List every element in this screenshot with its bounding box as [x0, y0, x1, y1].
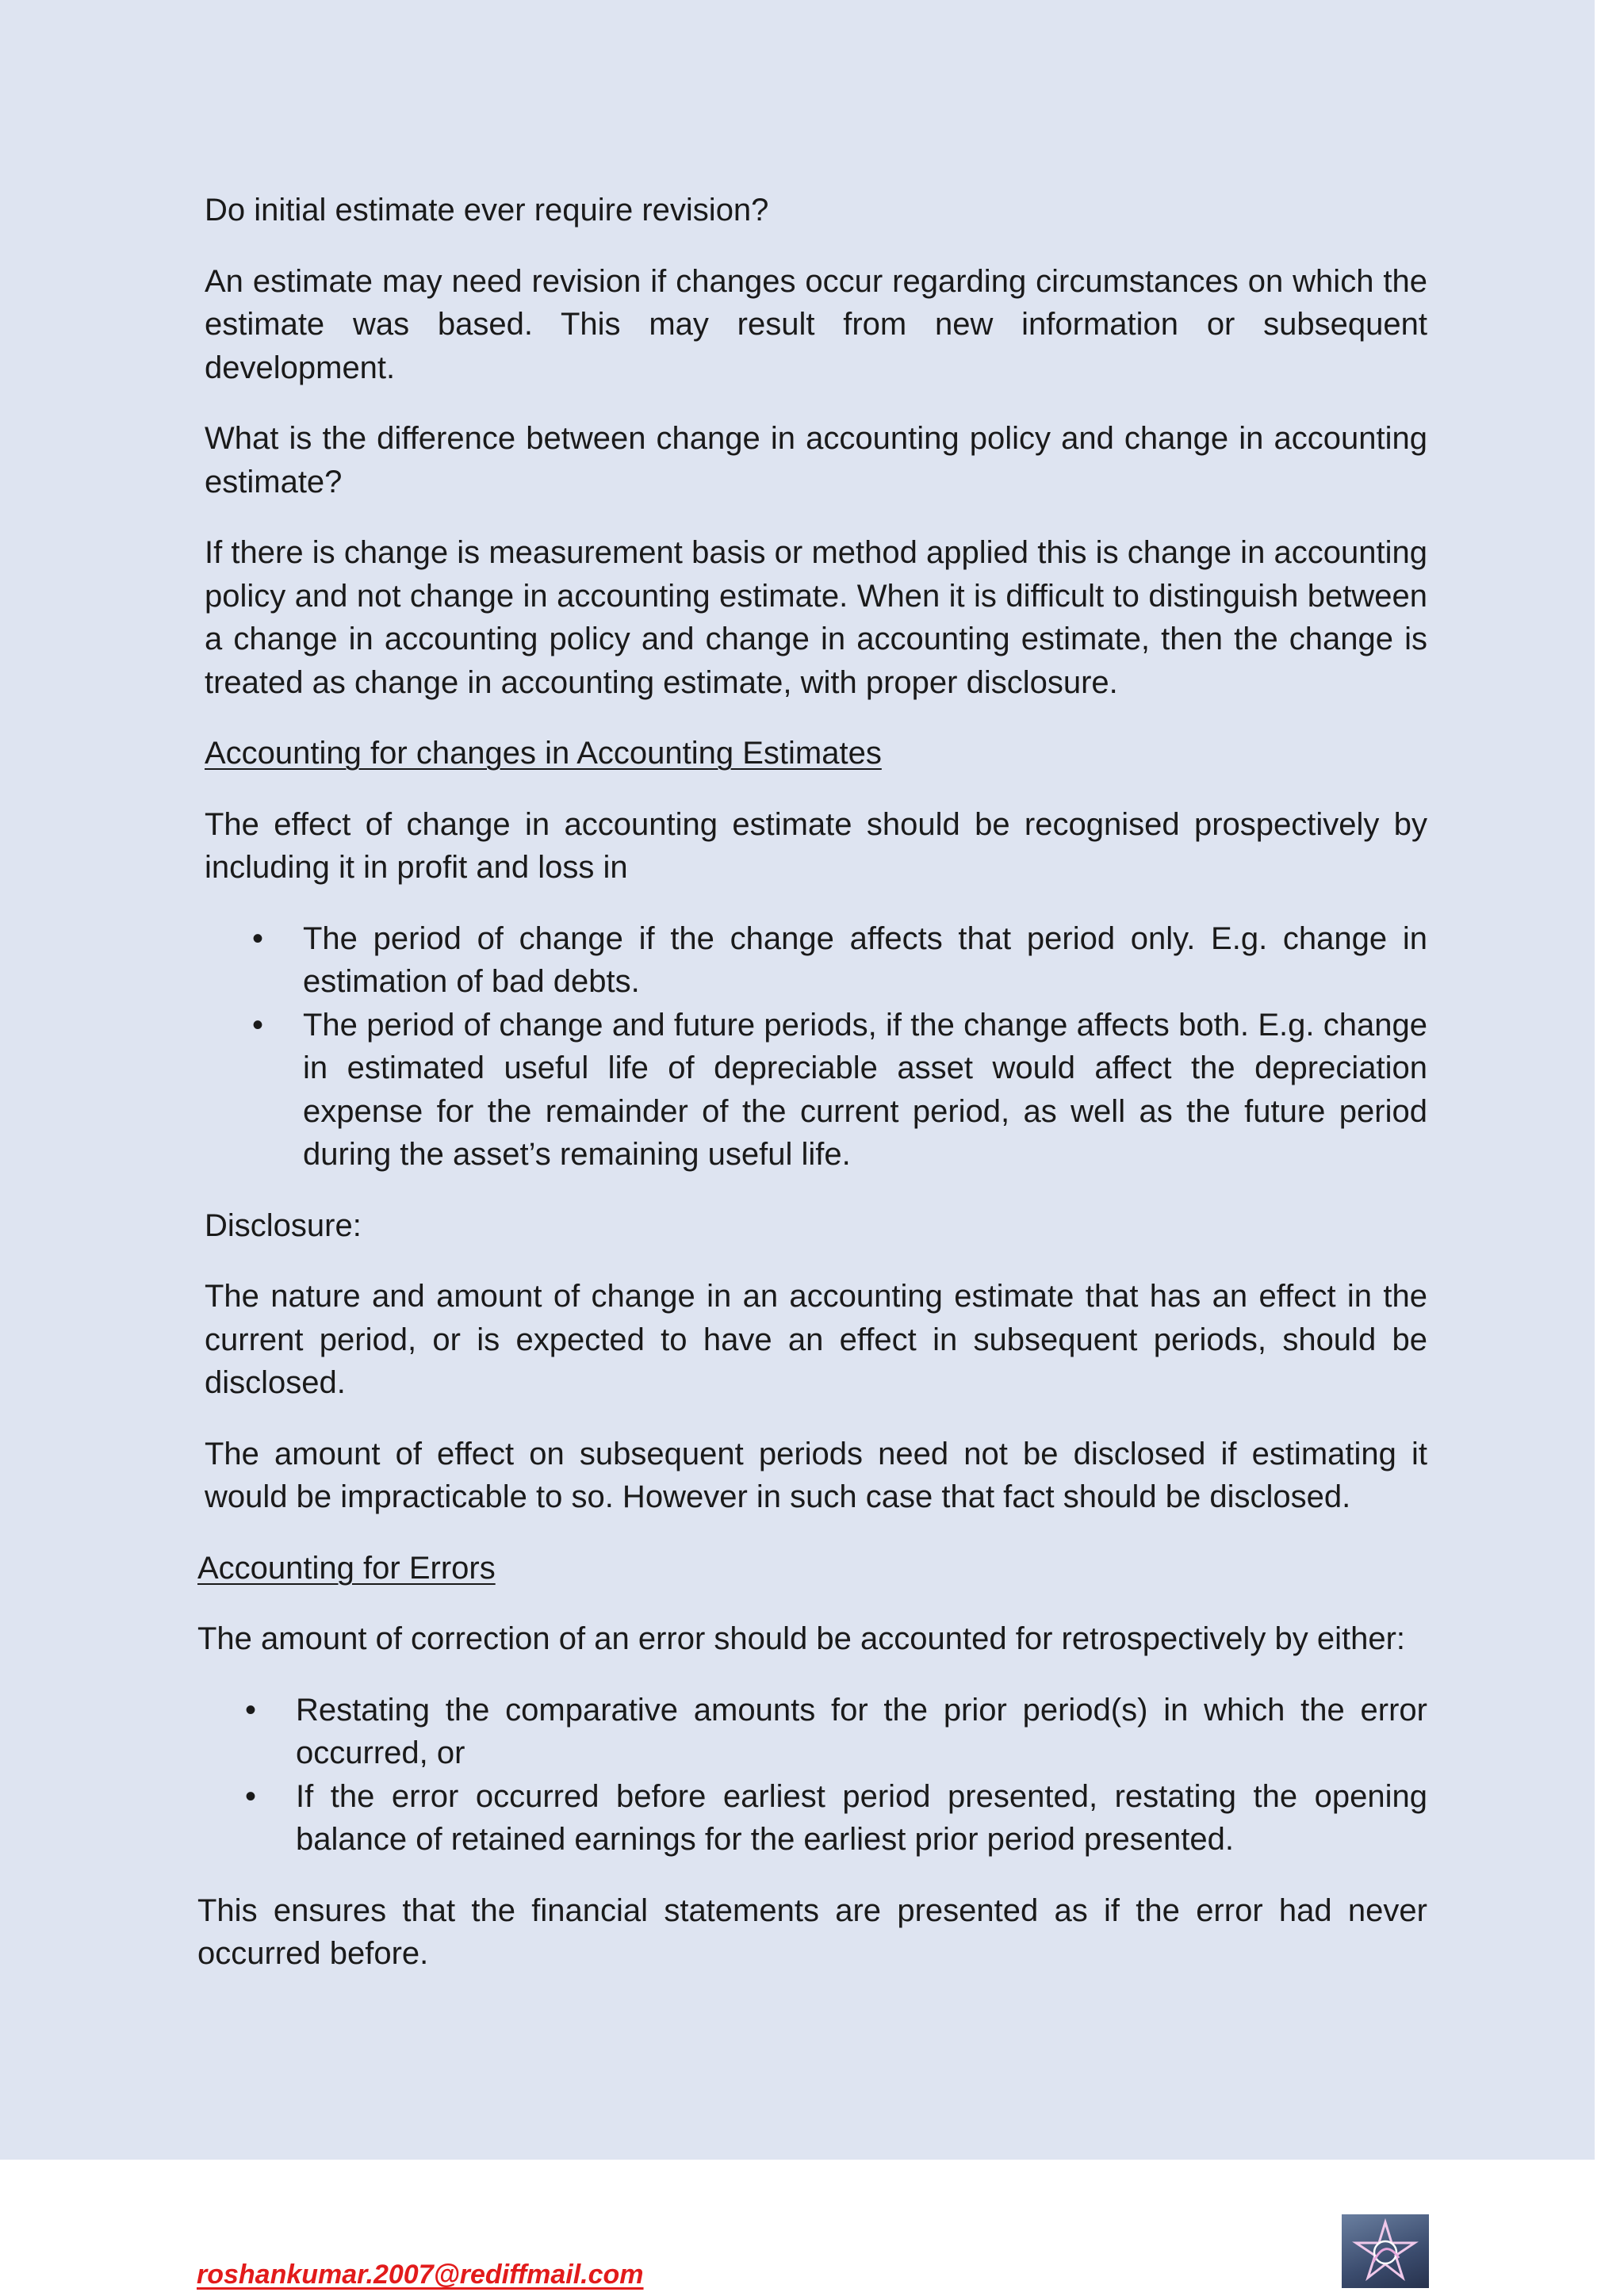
paragraph-disclosure-nature: The nature and amount of change in an accounting estimate that has an effect in the current period, or is expected to have an effect in subsequent periods, should be disclosed.: [205, 1279, 1427, 1400]
question-policy-vs-estimate: What is the difference between change in accounting policy and change in accounting estimate?: [205, 421, 1427, 499]
paragraph-policy-vs-estimate: If there is change is measurement basis or method applied this is change in accounting policy and not change in accounting estimate. When it is difficult to distinguish between a change in accounting policy and change in accounting estimate, then the change is treated as change in accounting estimate, with proper disclosure.: [205, 535, 1427, 700]
list-item-text: If the error occurred before earliest period presented, restating the opening balance of retained earnings for the earliest prior period presented.: [296, 1778, 1427, 1857]
bullet-list-estimates: [205, 917, 1427, 1177]
list-item: [205, 1004, 1427, 1177]
paragraph-errors-conclusion: This ensures that the financial statements are presented as if the error had never occurred before.: [197, 1892, 1427, 1971]
list-item-text: The period of change if the change affects that period only. E.g. change in estimation of bad debts.: [303, 920, 1427, 999]
bullet-icon: •: [245, 1692, 257, 1728]
question-revision: Do initial estimate ever require revision?: [205, 193, 769, 228]
bullet-icon: •: [252, 920, 264, 956]
paragraph-disclosure-subsequent: The amount of effect on subsequent periods need not be disclosed if estimating it would be impracticable to so. However in such case that fact should be disclosed.: [205, 1436, 1427, 1514]
list-item-text: Restating the comparative amounts for the prior period(s) in which the error occurred, or: [296, 1692, 1427, 1770]
list-item: [197, 1689, 1427, 1775]
list-item: [197, 1775, 1427, 1862]
heading-errors: Accounting for Errors: [197, 1550, 496, 1586]
bullet-list-errors: [197, 1689, 1427, 1862]
disclosure-label: Disclosure:: [205, 1207, 362, 1243]
bullet-icon: •: [245, 1778, 257, 1814]
footer-email-link[interactable]: roshankumar.2007@rediffmail.com: [197, 2260, 644, 2290]
list-item-text: The period of change and future periods, if the change affects both. E.g. change in estimated useful life of depreciable asset would affect the depreciation expense for the remainder of the current period, as well as the future period during the asset’s remaining useful life.: [303, 1007, 1427, 1172]
list-item: [205, 917, 1427, 1004]
star-emblem-icon: [1342, 2214, 1429, 2288]
paragraph-revision: An estimate may need revision if changes occur regarding circumstances on which the estimate was based. This may result from new information or subsequent development.: [205, 263, 1427, 385]
heading-changes-in-estimates: Accounting for changes in Accounting Estimates: [205, 736, 882, 771]
bullet-icon: •: [252, 1007, 264, 1043]
document-body: [197, 189, 1427, 2003]
paragraph-prospective: The effect of change in accounting estimate should be recognised prospectively by including it in profit and loss in: [205, 806, 1427, 885]
paragraph-errors-retrospective: The amount of correction of an error should be accounted for retrospectively by either:: [197, 1621, 1406, 1656]
